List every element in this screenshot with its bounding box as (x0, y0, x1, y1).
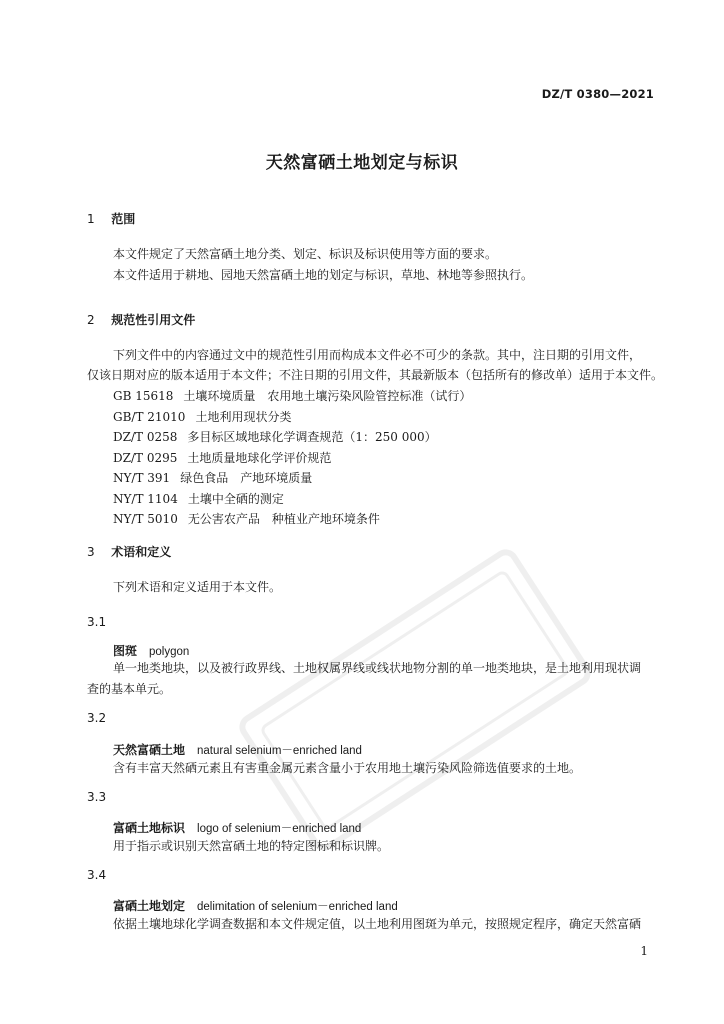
term-definition: 单一地类地块，以及被行政界线、土地权属界线或线状地物分割的单一地类地块，是土地利用现状调 (113, 661, 642, 675)
reference-title: 土壤环境质量 农用地土壤污染风险管控标准（试行） (183, 389, 472, 403)
section-heading-terms (87, 543, 171, 560)
term-chinese: 富硒土地划定 (113, 899, 186, 913)
reference-item (113, 448, 471, 469)
reference-code: GB/T 21010 (113, 409, 186, 424)
reference-code: NY/T 1104 (113, 491, 178, 506)
page-number: 1 (640, 944, 648, 958)
paragraph: 本文件适用于耕地、园地天然富硒土地的划定与标识，草地、林地等参照执行。 (113, 268, 534, 282)
term-entry (113, 819, 361, 836)
term-definition: 依据土壤地球化学调查数据和本文件规定值，以土地利用图斑为单元，按照规定程序，确定天然富硒 (113, 917, 642, 931)
term-definition: 查的基本单元。 (87, 682, 172, 696)
reference-item (113, 509, 471, 530)
reference-code: DZ/T 0295 (113, 450, 178, 465)
reference-item (113, 489, 471, 510)
standard-code: DZ/T 0380—2021 (541, 87, 654, 101)
paragraph: 下列文件中的内容通过文中的规范性引用而构成本文件必不可少的条款。其中，注日期的引用文件， (113, 348, 642, 362)
reference-list (113, 386, 471, 530)
term-english: delimitation of selenium－enriched land (197, 901, 398, 913)
term-chinese: 富硒土地标识 (113, 821, 186, 835)
term-english: polygon (149, 646, 190, 658)
section-title: 范围 (111, 212, 136, 226)
term-entry (113, 897, 398, 914)
term-entry (113, 741, 362, 758)
document-title: 天然富硒土地划定与标识 (265, 153, 459, 173)
reference-code: DZ/T 0258 (113, 430, 178, 444)
reference-title: 无公害农产品 种植业产地环境条件 (187, 512, 380, 526)
section-title: 规范性引用文件 (111, 313, 196, 327)
reference-item (113, 468, 471, 489)
reference-code: NY/T 391 (113, 471, 171, 485)
term-definition: 含有丰富天然硒元素且有害重金属元素含量小于农用地土壤污染风险筛选值要求的土地。 (113, 761, 582, 775)
section-heading-normative-references (87, 311, 195, 328)
reference-title: 多目标区域地球化学调查规范（1：250 000） (187, 430, 437, 444)
reference-title: 绿色食品 产地环境质量 (180, 471, 313, 485)
term-english: natural selenium－enriched land (197, 745, 362, 757)
reference-title: 土壤中全硒的测定 (187, 491, 284, 506)
section-heading-scope (87, 210, 135, 227)
paragraph: 仅该日期对应的版本适用于本文件；不注日期的引用文件，其最新版本（包括所有的修改单）适用于本文件。 (87, 368, 664, 382)
term-number: 3.1 (87, 615, 107, 629)
section-number: 3 (87, 545, 95, 559)
paragraph: 本文件规定了天然富硒土地分类、划定、标识及标识使用等方面的要求。 (113, 247, 498, 261)
section-title: 术语和定义 (111, 545, 172, 559)
term-english: logo of selenium－enriched land (197, 823, 362, 835)
section-number: 1 (87, 212, 95, 226)
term-number: 3.3 (87, 790, 107, 804)
reference-item (113, 386, 471, 407)
reference-code: NY/T 5010 (113, 512, 178, 526)
term-definition: 用于指示或识别天然富硒土地的特定图标和标识牌。 (113, 839, 390, 853)
reference-item (113, 427, 471, 448)
section-number: 2 (87, 313, 95, 327)
paragraph: 下列术语和定义适用于本文件。 (113, 580, 282, 594)
term-entry (113, 642, 189, 659)
reference-code: GB 15618 (113, 389, 174, 403)
reference-title: 土地质量地球化学评价规范 (187, 450, 332, 465)
reference-item (113, 407, 471, 428)
term-chinese: 天然富硒土地 (113, 743, 186, 757)
term-chinese: 图斑 (113, 644, 138, 658)
watermark-seal (233, 543, 597, 857)
term-number: 3.4 (87, 868, 107, 882)
reference-title: 土地利用现状分类 (195, 409, 292, 424)
term-number: 3.2 (87, 711, 107, 725)
